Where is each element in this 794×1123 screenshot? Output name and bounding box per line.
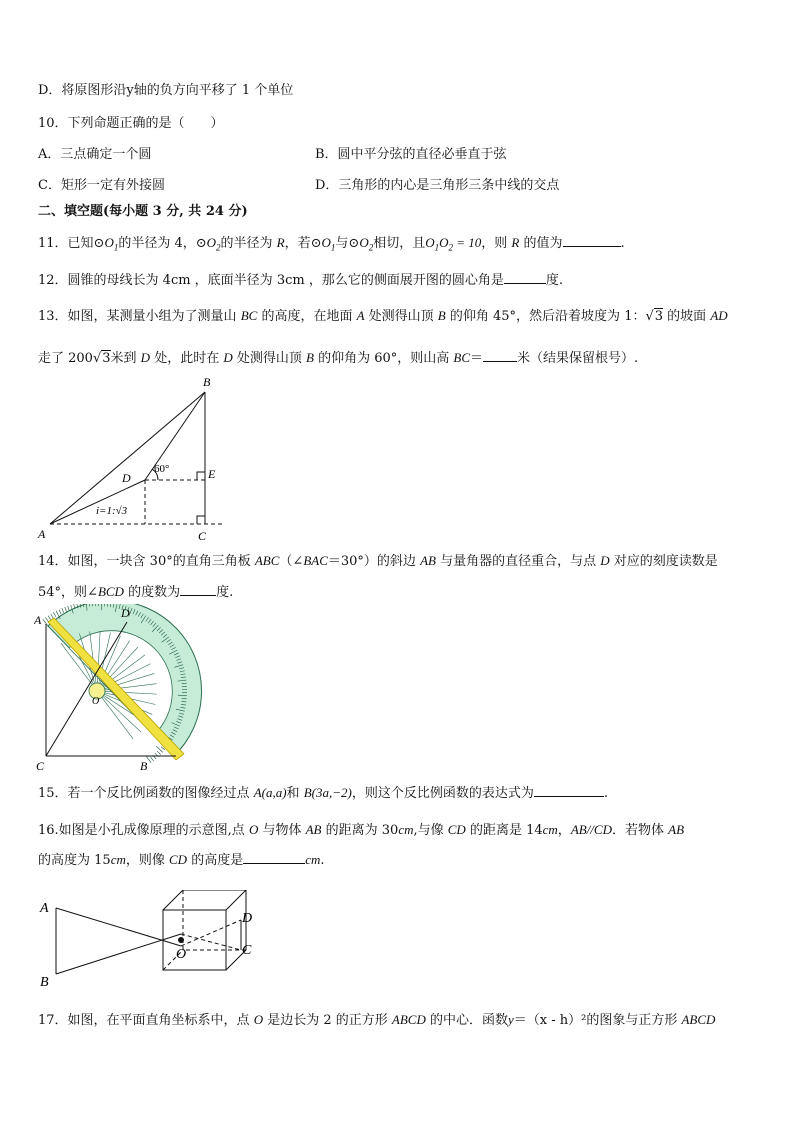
q13-text: 走了 200 xyxy=(38,351,93,366)
q11-text: 与⊙ xyxy=(335,236,360,251)
label-slope: i=1:√3 xyxy=(96,505,128,517)
answer-blank[interactable] xyxy=(534,784,604,797)
q17-text: ＝（x - h）²的图象与正方形 xyxy=(513,1013,682,1028)
q13-text: 的坡面 xyxy=(663,309,711,324)
o2: $O_2$ xyxy=(359,235,374,253)
answer-blank[interactable] xyxy=(563,234,621,247)
q9-option-d: D．将原图形沿y轴的负方向平移了 1 个单位 xyxy=(38,83,294,98)
label-d: D xyxy=(242,911,253,926)
q10-option-a: A．三点确定一个圆 xyxy=(38,147,152,162)
right-angle-e xyxy=(197,472,205,480)
q12-text: 12．圆锥的母线长为 4cm ，底面半径为 3cm ，那么它的侧面展开图的圆心角是 xyxy=(38,273,504,288)
q17-text: 是边长为 2 的正方形 xyxy=(263,1013,392,1028)
protractor-tick xyxy=(53,612,55,616)
protractor-tick xyxy=(65,607,67,612)
q14-figure xyxy=(34,604,224,776)
bcd: BCD xyxy=(97,584,124,599)
bc: BC xyxy=(453,350,471,365)
q16-text: 的高度是 xyxy=(187,853,244,868)
var-r: R xyxy=(276,235,285,250)
o1o2-eq: $O_1O_2 = 10$ xyxy=(425,235,482,253)
q13-text: 的仰角为 60°，则山高 xyxy=(313,351,454,366)
abcd: ABCD xyxy=(681,1012,716,1027)
q13-text: ＝ xyxy=(470,351,484,366)
q17-text: 的中心．函数 xyxy=(425,1013,508,1028)
pt-o: O xyxy=(253,1012,264,1027)
pt-d: D xyxy=(223,350,233,365)
q11-text: 相切，且 xyxy=(373,236,426,251)
q16-text: ,与像 xyxy=(413,823,448,838)
pt-b: B xyxy=(305,350,314,365)
pt-d: D xyxy=(600,553,610,568)
q14-text: 的度数为 xyxy=(123,585,181,600)
q13-text: 的高度，在地面 xyxy=(257,309,357,324)
right-angle-c xyxy=(197,516,205,524)
q17-text: 17．如图，在平面直角坐标系中，点 xyxy=(38,1013,254,1028)
abcd: ABCD xyxy=(391,1012,426,1027)
ad: AD xyxy=(710,308,728,323)
section-title: 二、填空题(每小题 3 分, 共 24 分) xyxy=(38,204,248,219)
q11-text: 的半径为 xyxy=(220,236,277,251)
q13-text: 处测得山顶 xyxy=(364,309,438,324)
answer-blank[interactable] xyxy=(483,349,517,362)
ab-parallel-cd: AB//CD xyxy=(570,822,612,837)
cd: CD xyxy=(169,852,188,867)
q16-text: 的高度为 15 xyxy=(38,853,111,868)
q16-text: 16.如图是小孔成像原理的示意图,点 xyxy=(38,823,249,838)
sqrt3: √3 xyxy=(92,351,111,366)
q15-text: 和 xyxy=(286,786,304,801)
sqrt3: √3 xyxy=(645,309,664,324)
q16-line1 xyxy=(38,821,684,840)
q10-option-b: B．圆中平分弦的直径必垂直于弦 xyxy=(315,147,507,162)
q11 xyxy=(38,234,625,257)
q14-line1 xyxy=(38,552,718,571)
q14-line2 xyxy=(38,583,233,602)
protractor-tick xyxy=(48,616,51,620)
unit-cm: cm xyxy=(305,852,321,867)
protractor-tick xyxy=(59,609,61,614)
q15-end: . xyxy=(603,786,608,801)
q13-text: 13．如图，某测量小组为了测量山 xyxy=(38,309,241,324)
q15-text: 15．若一个反比例函数的图像经过点 xyxy=(38,786,254,801)
protractor-tick xyxy=(62,608,64,613)
label-d: D xyxy=(122,471,131,485)
label-60: 60° xyxy=(154,463,170,475)
q13-line1 xyxy=(38,307,728,326)
abc: ABC xyxy=(254,553,280,568)
o1: $O_1$ xyxy=(104,235,119,253)
unit-cm: cm xyxy=(542,822,558,837)
q16-figure xyxy=(36,890,266,990)
q13-text: 处，此时在 xyxy=(150,351,224,366)
var-r: R xyxy=(511,235,520,250)
label-c: C xyxy=(198,529,207,543)
label-d: D xyxy=(121,606,130,620)
q11-text: ，若⊙ xyxy=(284,236,322,251)
q12 xyxy=(38,271,563,290)
q11-text: 的半径为 4，⊙ xyxy=(118,236,207,251)
cd: CD xyxy=(447,822,466,837)
unit-cm: cm xyxy=(110,852,126,867)
q16-text: 的距离为 30 xyxy=(321,823,399,838)
ab: AB xyxy=(420,553,436,568)
answer-blank[interactable] xyxy=(243,851,305,864)
q16-line2: 的高度为 15cm，则像 CD 的高度是 cm. xyxy=(38,852,325,868)
label-b: B xyxy=(203,375,211,389)
q14-text: ＝30°）的斜边 xyxy=(327,554,421,569)
bac: BAC xyxy=(303,553,328,568)
pt-d: D xyxy=(140,350,151,365)
answer-blank[interactable] xyxy=(180,583,216,596)
q11-end: . xyxy=(620,236,625,251)
q13-text: 处测得山顶 xyxy=(232,351,306,366)
q16-text: ， xyxy=(557,823,571,838)
ab: AB xyxy=(668,822,685,837)
q16-text: 的距离是 14 xyxy=(465,823,543,838)
label-b: B xyxy=(40,975,49,990)
q11-text: 的值为 xyxy=(519,236,563,251)
ray-b xyxy=(56,934,181,974)
protractor-tick xyxy=(51,614,54,618)
label-o: O xyxy=(92,696,100,707)
q14-text: 54°，则∠ xyxy=(38,585,98,600)
answer-blank[interactable] xyxy=(504,271,546,284)
label-o: O xyxy=(176,947,187,962)
line-ab xyxy=(50,392,205,524)
q15-text: ，则这个反比例函数的表达式为 xyxy=(351,786,534,801)
point-b-3a: B(3a,−2) xyxy=(303,785,352,800)
q12-end: 度. xyxy=(545,273,563,288)
label-a: A xyxy=(34,613,42,627)
pt-b: B xyxy=(437,308,446,323)
q14-text: 度. xyxy=(216,585,234,600)
pt-a: A xyxy=(356,308,365,323)
point-a-aa: A(a,a) xyxy=(253,785,287,800)
label-a: A xyxy=(38,527,46,541)
bc: BC xyxy=(240,308,258,323)
protractor-tick xyxy=(45,617,48,621)
q13-text: 米到 xyxy=(110,351,141,366)
q16-text: ，则像 xyxy=(125,853,169,868)
q11-text: ，则 xyxy=(481,236,512,251)
q13-text: 的仰角 45°，然后沿着坡度为 1： xyxy=(445,309,646,324)
q16-text: 与物体 xyxy=(258,823,306,838)
q14-text: 14．如图，一块含 30°的直角三角板 xyxy=(38,554,255,569)
unit-cm: cm xyxy=(398,822,414,837)
q10-option-c: C．矩形一定有外接圆 xyxy=(38,178,165,193)
q15 xyxy=(38,784,608,803)
q16-text: ．若物体 xyxy=(611,823,669,838)
pinhole-o xyxy=(178,937,184,943)
q14-text: 对应的刻度读数是 xyxy=(609,554,718,569)
q17-line1 xyxy=(38,1011,715,1030)
q13-line2 xyxy=(38,349,638,368)
label-c: C xyxy=(242,943,252,958)
q10-stem: 10．下列命题正确的是（ ） xyxy=(38,116,224,131)
protractor-tick xyxy=(68,606,70,611)
box-edge xyxy=(226,890,246,910)
label-b: B xyxy=(140,759,148,773)
var-y: y xyxy=(507,1012,514,1027)
q14-text: 与量角器的直径重合，与点 xyxy=(435,554,601,569)
pt-o: O xyxy=(248,822,259,837)
q13-figure xyxy=(30,372,240,544)
q10-option-d: D．三角形的内心是三角形三条中线的交点 xyxy=(315,178,560,193)
protractor-tick xyxy=(151,757,154,761)
label-a: A xyxy=(40,901,49,916)
q14-text: （∠ xyxy=(279,554,304,569)
line-ad xyxy=(50,480,145,524)
label-e: E xyxy=(208,467,216,481)
ab: AB xyxy=(305,822,322,837)
protractor-tick xyxy=(157,751,161,755)
label-c: C xyxy=(36,759,45,773)
q13-text: 米（结果保留根号）. xyxy=(517,351,639,366)
o1: $O_1$ xyxy=(321,235,336,253)
o2: $O_2$ xyxy=(206,235,221,253)
q11-text: 11．已知⊙ xyxy=(38,236,105,251)
